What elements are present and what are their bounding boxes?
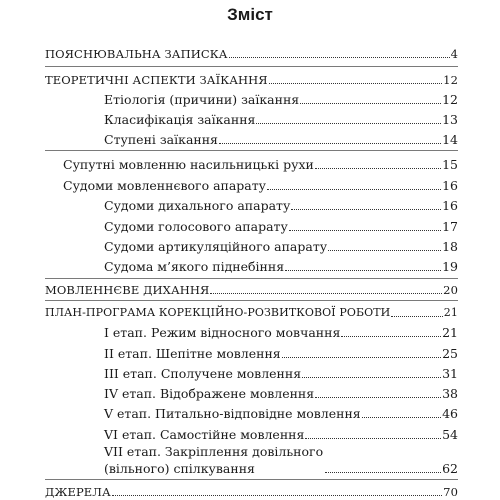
toc-leader-dots [325, 472, 441, 473]
toc-entry-label: Судоми голосового апарату [104, 219, 288, 234]
toc-entry[interactable] [104, 219, 458, 235]
toc-entry-label: VII етап. Закріплення довільного (вільного) спілкування [104, 444, 324, 476]
toc-entry[interactable] [104, 366, 458, 382]
toc-entry-page: 18 [442, 239, 458, 254]
toc-entry-label: IV етап. Відображене мовлення [104, 386, 315, 401]
toc-entry-page: 15 [442, 157, 458, 172]
toc-entry[interactable] [63, 157, 458, 173]
toc-leader-dots [282, 357, 441, 358]
toc-leader-dots [256, 123, 441, 124]
toc-entry-page: 46 [442, 406, 458, 421]
toc-entry-label: III етап. Сполучене мовлення [104, 366, 302, 381]
toc-leader-dots [300, 103, 441, 104]
toc-leader-dots [285, 270, 441, 271]
toc-leader-dots [341, 336, 441, 337]
toc-entry[interactable] [104, 112, 458, 128]
toc-entry-page: 12 [443, 73, 458, 87]
toc-entry-label: Класифікація заїкання [104, 112, 256, 127]
toc-entry-page: 31 [442, 366, 458, 381]
toc-leader-dots [315, 397, 441, 398]
toc-leader-dots [315, 168, 441, 169]
toc-entry[interactable] [104, 239, 458, 255]
toc-entry-page: 21 [443, 306, 458, 319]
toc-entry[interactable] [104, 427, 458, 443]
toc-leader-dots [302, 377, 441, 378]
divider [45, 66, 458, 67]
toc-entry-page: 17 [442, 219, 458, 234]
toc-entry[interactable] [45, 46, 458, 62]
toc-entry[interactable] [104, 198, 458, 214]
toc-entry[interactable] [104, 325, 458, 341]
toc-entry[interactable] [45, 484, 458, 500]
toc-entry-page: 19 [442, 259, 458, 274]
toc-entry[interactable] [104, 132, 458, 148]
page-title: Зміст [227, 5, 273, 24]
divider [45, 278, 458, 279]
toc-leader-dots [112, 495, 442, 496]
toc-entry-page: 20 [443, 283, 458, 297]
toc-entry[interactable] [104, 92, 458, 108]
toc-entry[interactable] [45, 282, 458, 298]
toc-entry-label: II етап. Шепітне мовлення [104, 346, 281, 361]
toc-entry-page: 62 [442, 461, 458, 476]
toc-entry-label: Судома м’якого піднебіння [104, 259, 285, 274]
toc-leader-dots [328, 250, 441, 251]
toc-entry[interactable] [63, 178, 458, 194]
toc-entry-label: ДЖЕРЕЛА [45, 485, 111, 499]
toc-entry[interactable] [104, 406, 458, 422]
toc-leader-dots [210, 293, 442, 294]
toc-entry-label: Судоми артикуляційного апарату [104, 239, 328, 254]
divider [45, 150, 458, 151]
toc-entry-label: ПОЯСНЮВАЛЬНА ЗАПИСКА [45, 47, 228, 61]
divider [45, 300, 458, 301]
toc-entry-label: Супутні мовленню насильницькі рухи [63, 157, 314, 172]
toc-leader-dots [229, 57, 450, 58]
toc-entry-label: МОВЛЕННЄВЕ ДИХАННЯ [45, 283, 210, 297]
toc-entry-page: 12 [442, 92, 458, 107]
toc-entry[interactable] [45, 72, 458, 88]
toc-entry-page: 16 [442, 178, 458, 193]
divider [45, 479, 458, 480]
toc-entry-page: 25 [442, 346, 458, 361]
toc-entry[interactable] [104, 443, 458, 477]
toc-entry-label: ПЛАН-ПРОГРАМА КОРЕКЦІЙНО-РОЗВИТКОВОЇ РОБОТИ [45, 306, 391, 319]
toc-entry-page: 13 [442, 112, 458, 127]
toc-entry-label: Етіологія (причини) заїкання [104, 92, 300, 107]
toc-entry[interactable] [104, 386, 458, 402]
toc-entry-label: Судоми мовленнєвого апарату [63, 178, 267, 193]
toc-leader-dots [289, 230, 441, 231]
toc-entry-label: Судоми дихального апарату [104, 198, 291, 213]
toc-entry-label: V етап. Питально-відповідне мовлення [104, 406, 361, 421]
toc-leader-dots [305, 438, 441, 439]
toc-entry[interactable] [104, 346, 458, 362]
toc-entry-page: 21 [442, 325, 458, 340]
toc-entry-label: Ступені заїкання [104, 132, 218, 147]
toc-entry-page: 16 [442, 198, 458, 213]
toc-entry[interactable] [45, 305, 458, 321]
toc-entry-page: 14 [442, 132, 458, 147]
toc-leader-dots [391, 316, 442, 317]
toc-entry-label: I етап. Режим відносного мовчання [104, 325, 341, 340]
toc-leader-dots [291, 209, 441, 210]
toc-entry-page: 38 [442, 386, 458, 401]
toc-leader-dots [219, 143, 441, 144]
toc-leader-dots [362, 417, 441, 418]
toc-entry-page: 54 [442, 427, 458, 442]
toc-leader-dots [269, 83, 442, 84]
toc-entry[interactable] [104, 259, 458, 275]
toc-entry-label: ТЕОРЕТИЧНІ АСПЕКТИ ЗАЇКАННЯ [45, 73, 268, 87]
toc-entry-page: 4 [450, 47, 458, 61]
toc-leader-dots [267, 189, 441, 190]
toc-entry-label: VI етап. Самостійне мовлення [104, 427, 305, 442]
toc-entry-page: 70 [443, 485, 458, 499]
